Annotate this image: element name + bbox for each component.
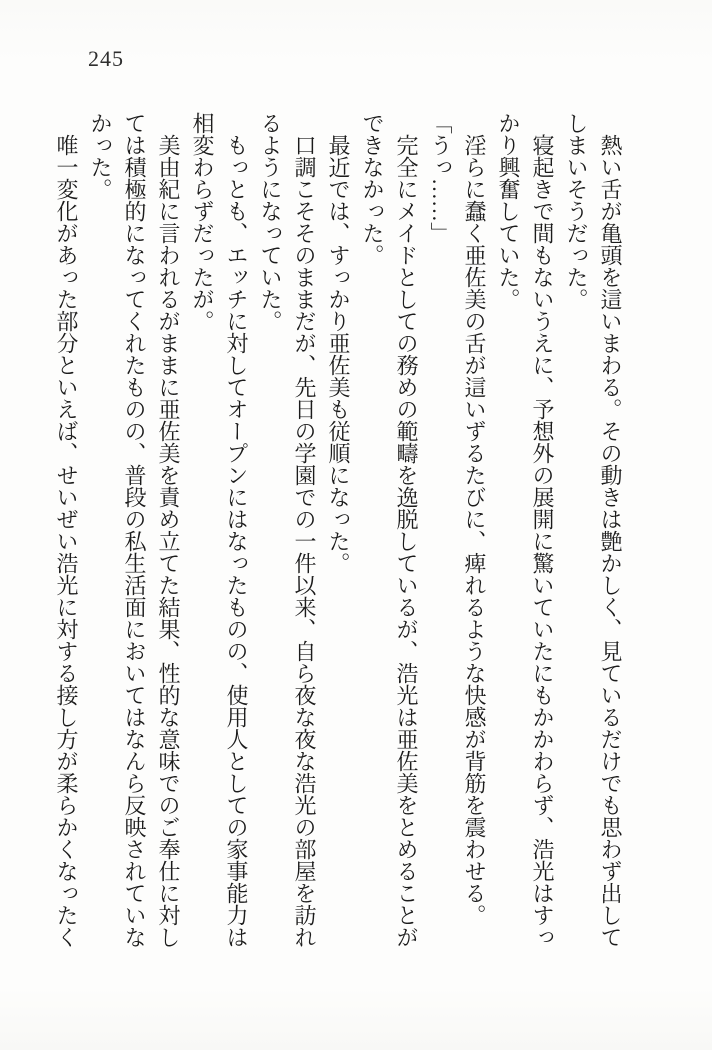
paragraph: 最近では、すっかり亜佐美も従順になった。 (326, 112, 351, 574)
page-number: 245 (88, 46, 124, 71)
paragraph: 完全にメイドとしての務めの範疇を逸脱しているが、浩光は亜佐美をとめることができなかった。 (360, 112, 419, 948)
paragraph: もっとも、エッチに対してオープンにはなったものの、使用人としての家事能力は相変わらずだったが。 (190, 112, 249, 948)
paragraph: 淫らに蠢く亜佐美の舌が這いずるたびに、痺れるような快感が背筋を震わせる。 (462, 112, 487, 926)
paragraph: 美由紀に言われるがままに亜佐美を責め立てた結果、性的な意味でのご奉仕に対しては積極的になってくれたものの、普段の私生活面においてはなんら反映されていなかった。 (88, 112, 181, 948)
paragraph: 寝起きで間もないうえに、予想外の展開に驚いていたにもかかわらず、浩光はすっかり興奮していた。 (496, 112, 555, 948)
paragraph: 熱い舌が亀頭を這いまわる。その動きは艶かしく、見ているだけでも思わず出してしまいそうだった。 (564, 112, 623, 948)
paragraph: 「うっ……」 (428, 112, 453, 244)
paragraph: 唯一変化があった部分といえば、せいぜい浩光に対する接し方が柔らかくなったく (54, 112, 79, 948)
paragraph: 口調こそそのままだが、先日の学園での一件以来、自ら夜な夜な浩光の部屋を訪れるようになっていた。 (258, 112, 317, 948)
text-block (49, 112, 627, 950)
